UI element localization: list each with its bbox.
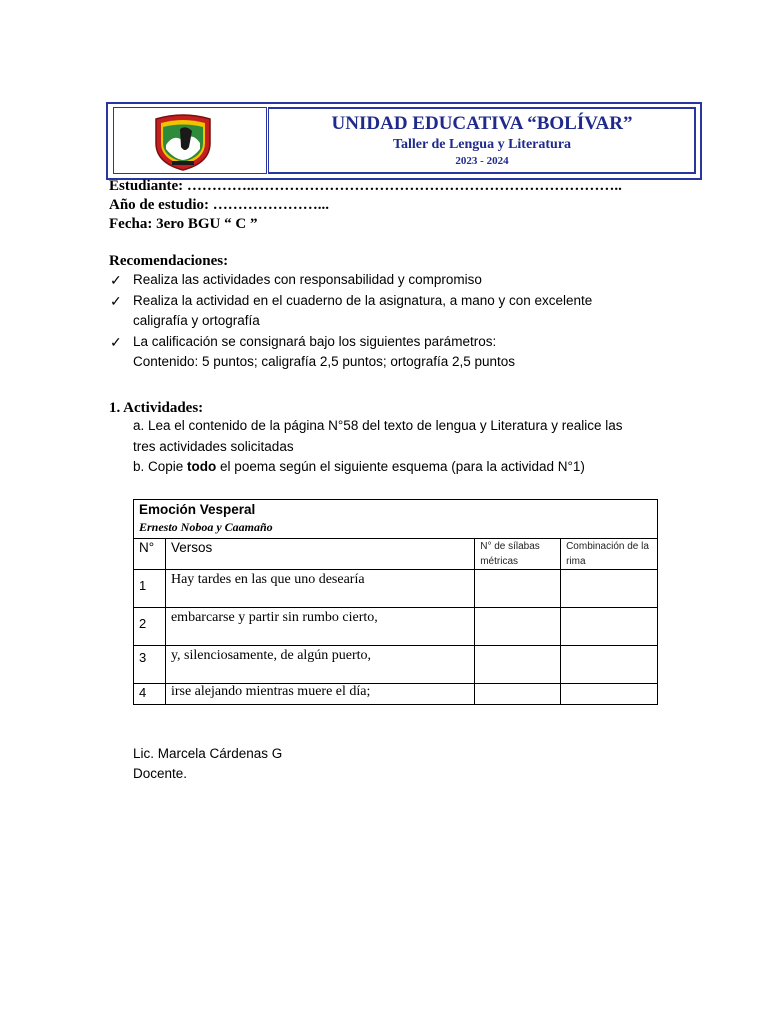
activity-b-prefix: b. Copie (133, 459, 188, 474)
syllables-cell (475, 570, 561, 608)
col-verses-header: Versos (165, 539, 474, 570)
activity-b-suffix: el poema según el siguiente esquema (para la actividad N°1) (216, 459, 585, 474)
recommendations-title: Recomendaciones: (109, 253, 229, 269)
activity-a-line: a. Lea el contenido de la página N°58 del texto de lengua y Literatura y realice las (133, 418, 623, 433)
recommendation-item (110, 332, 670, 373)
rhyme-cell (561, 646, 658, 684)
syllables-cell (475, 608, 561, 646)
teacher-name: Lic. Marcela Cárdenas G (133, 746, 283, 761)
study-year-field: Año de estudio: …………………... (109, 197, 330, 213)
poem-header-row (134, 539, 658, 570)
verse-number: 3 (134, 646, 166, 684)
school-shield-icon (152, 113, 214, 171)
col-syllables-header: N° de sílabas métricas (475, 539, 561, 570)
recommendation-line: caligrafía y ortografía (133, 313, 260, 328)
recommendation-line: Contenido: 5 puntos; caligrafía 2,5 puntos; ortografía 2,5 puntos (133, 354, 516, 369)
poem-title: Emoción Vesperal (139, 502, 256, 517)
table-row (134, 570, 658, 608)
student-field: Estudiante: …………..……………………………………………………………….. (109, 178, 622, 194)
activity-b-bold: todo (187, 459, 217, 474)
check-icon: ✓ (110, 292, 122, 309)
table-row (134, 684, 658, 705)
student-fields (109, 177, 622, 234)
verse-text: irse alejando mientras muere el día; (165, 684, 474, 705)
school-name: UNIDAD EDUCATIVA “BOLÍVAR” (331, 113, 633, 134)
verse-text: Hay tardes en las que uno desearía (165, 570, 474, 608)
recommendation-line: Realiza las actividades con responsabilidad y compromiso (133, 272, 482, 287)
col-num-header: N° (134, 539, 166, 570)
activities-body (133, 416, 653, 478)
table-row (134, 646, 658, 684)
syllables-cell (475, 684, 561, 705)
rhyme-cell (561, 570, 658, 608)
check-icon: ✓ (110, 333, 122, 350)
activity-b-line (133, 457, 653, 478)
verse-number: 4 (134, 684, 166, 705)
rhyme-cell (561, 608, 658, 646)
date-field: Fecha: 3ero BGU “ C ” (109, 216, 258, 232)
recommendation-line: Realiza la actividad en el cuaderno de la asignatura, a mano y con excelente (133, 292, 593, 308)
poem-caption-cell (134, 500, 658, 539)
poem-table (133, 499, 658, 705)
activity-a-line: tres actividades solicitadas (133, 438, 294, 454)
recommendation-item (110, 270, 670, 291)
syllables-cell (475, 646, 561, 684)
verse-number: 2 (134, 608, 166, 646)
recommendations-list (110, 270, 670, 373)
table-row (134, 608, 658, 646)
check-icon: ✓ (110, 272, 122, 288)
signature-block (133, 744, 282, 784)
verse-text: y, silenciosamente, de algún puerto, (165, 646, 474, 684)
recommendation-line: La calificación se consignará bajo los siguientes parámetros: (133, 333, 497, 349)
recommendation-item (110, 291, 670, 332)
verse-text: embarcarse y partir sin rumbo cierto, (165, 608, 474, 646)
rhyme-cell (561, 684, 658, 705)
verse-number: 1 (134, 570, 166, 608)
col-rhyme-header: Combinación de la rima (561, 539, 658, 570)
school-year: 2023 - 2024 (455, 155, 509, 167)
header-text-block (268, 112, 696, 168)
teacher-role: Docente. (133, 766, 188, 781)
poem-caption-row (134, 500, 658, 539)
activities-title: 1. Actividades: (109, 400, 204, 416)
poem-author: Ernesto Noboa y Caamaño (139, 520, 273, 534)
subject-title: Taller de Lengua y Literatura (392, 137, 572, 152)
